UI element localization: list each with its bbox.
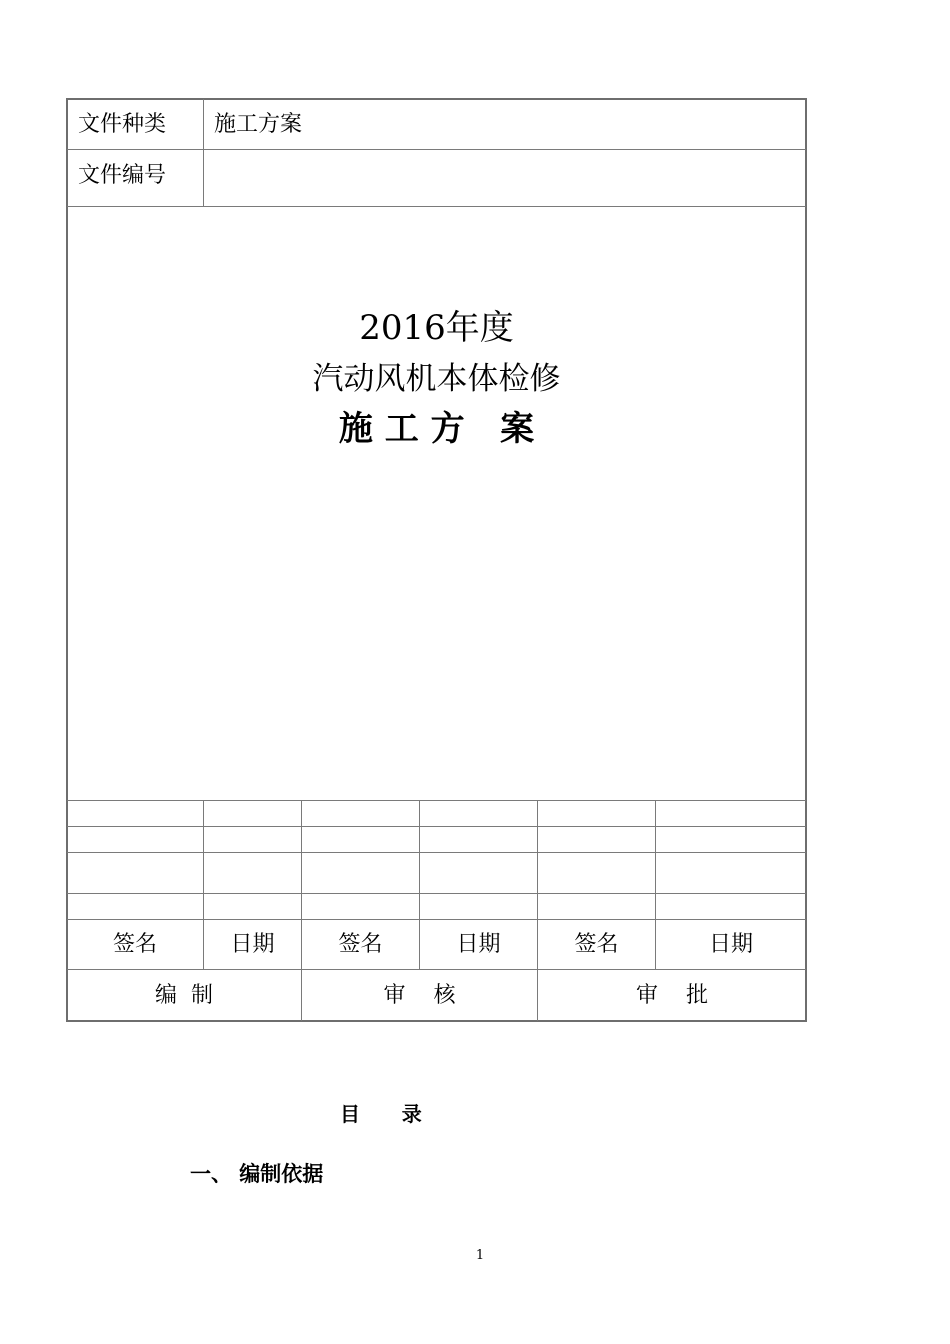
file-number-label: 文件编号 [78, 163, 167, 188]
title-doc-type: 施 工 方 案 [338, 409, 535, 449]
file-type-label: 文件种类 [78, 112, 167, 137]
toc-title: 目 录 [340, 1102, 422, 1126]
sig-row-divider [67, 969, 806, 970]
header-row-divider [67, 149, 806, 150]
role-label-reviewed: 审 核 [383, 983, 456, 1008]
file-type-value: 施工方案 [214, 112, 303, 137]
sig-row-divider [67, 919, 806, 920]
section-heading: 一、 编制依据 [190, 1162, 324, 1186]
header-bottom-divider [67, 206, 806, 207]
header-column-divider [203, 99, 204, 207]
title-year: 2016年度 [359, 308, 514, 348]
sig-header-signature: 签名 [574, 932, 619, 957]
sig-header-signature: 签名 [338, 932, 383, 957]
document-cover-frame [66, 98, 807, 1022]
sig-row-divider [67, 893, 806, 894]
sig-row-divider [67, 852, 806, 853]
sig-header-date: 日期 [456, 932, 501, 957]
sig-header-date: 日期 [230, 932, 275, 957]
sig-header-date: 日期 [708, 932, 753, 957]
sig-header-signature: 签名 [112, 932, 157, 957]
title-subject: 汽动风机本体检修 [312, 361, 561, 397]
sig-row-divider [67, 826, 806, 827]
sig-table-top [67, 800, 806, 801]
page-number: 1 [475, 1248, 485, 1263]
role-label-prepared: 编 制 [155, 983, 213, 1008]
role-label-approved: 审 批 [636, 983, 708, 1008]
